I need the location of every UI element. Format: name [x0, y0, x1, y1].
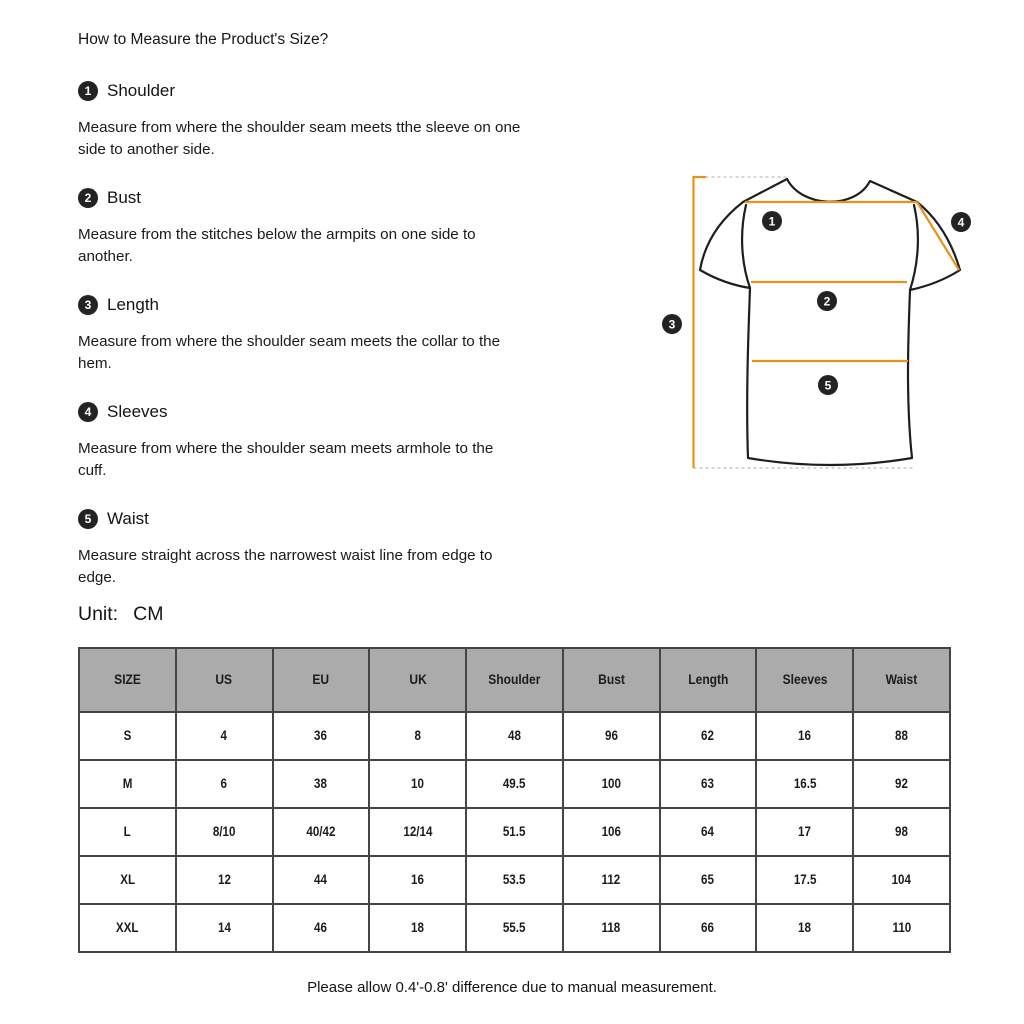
size-column-header [466, 648, 563, 712]
size-cell [660, 808, 757, 856]
size-cell [660, 904, 757, 952]
instruction-label: Shoulder [107, 81, 176, 100]
size-cell-value: XL [119, 872, 135, 887]
instruction-label: Length [107, 295, 159, 314]
size-cell [273, 760, 370, 808]
size-cell-value: 98 [895, 824, 909, 839]
size-table-row [79, 856, 950, 904]
marker-label-3: 3 [668, 317, 676, 332]
instruction-description-line: Measure straight across the narrowest waist line from edge to [78, 547, 493, 564]
size-cell [853, 808, 950, 856]
instruction-description [78, 545, 618, 589]
size-column-header-label: EU [312, 671, 330, 687]
size-column-header-label: Bust [597, 671, 625, 687]
size-cell-value: XXL [116, 920, 139, 935]
size-cell-value: 10 [411, 776, 425, 791]
size-column-header [853, 648, 950, 712]
instruction-description-line: edge. [78, 569, 117, 586]
size-cell-value: 36 [314, 728, 328, 743]
step-number: 1 [84, 84, 92, 98]
instruction-label: Bust [107, 188, 142, 207]
size-cell [466, 712, 563, 760]
instruction-item [78, 402, 618, 482]
size-cell-value: 63 [701, 776, 715, 791]
size-cell [176, 712, 273, 760]
size-cell [466, 856, 563, 904]
size-column-header-label: Waist [885, 671, 918, 687]
size-column-header [273, 648, 370, 712]
size-cell-value: 16 [411, 872, 425, 887]
size-cell-value: 118 [601, 920, 621, 935]
size-cell-value: 106 [601, 824, 621, 839]
size-cell [563, 904, 660, 952]
size-cell-value: 92 [895, 776, 909, 791]
size-table-header-row [79, 648, 950, 712]
size-cell [466, 760, 563, 808]
diagram-marker-bust [817, 291, 837, 311]
size-cell [79, 904, 176, 952]
instruction-heading [78, 509, 618, 529]
instruction-description [78, 117, 618, 161]
size-cell-value: 14 [217, 920, 231, 935]
size-cell-value: 66 [701, 920, 715, 935]
size-cell-value: 40/42 [306, 824, 336, 839]
instruction-label: Sleeves [107, 402, 168, 421]
size-cell [756, 904, 853, 952]
marker-label-4: 4 [957, 215, 965, 230]
size-cell-value: M [122, 776, 133, 791]
size-column-header-label: Shoulder [488, 671, 541, 687]
size-cell [79, 712, 176, 760]
instruction-description-line: hem. [78, 355, 112, 372]
tshirt-measurement-diagram [650, 160, 990, 490]
marker-label-5: 5 [824, 378, 832, 393]
size-column-header [756, 648, 853, 712]
size-cell [563, 712, 660, 760]
size-cell-value: 49.5 [503, 776, 526, 791]
unit-value: CM [133, 603, 164, 625]
size-cell [563, 808, 660, 856]
size-cell [369, 712, 466, 760]
step-number-badge [78, 81, 98, 101]
diagram-marker-length [662, 314, 682, 334]
size-cell-value: 17 [798, 824, 812, 839]
size-cell-value: 100 [601, 776, 621, 791]
size-cell-value: 55.5 [503, 920, 526, 935]
size-cell-value: 53.5 [503, 872, 526, 887]
size-cell [853, 760, 950, 808]
size-cell [176, 760, 273, 808]
size-cell-value: 88 [895, 728, 909, 743]
diagram-marker-shoulder [762, 211, 782, 231]
size-cell [756, 808, 853, 856]
step-number: 5 [84, 512, 92, 526]
step-number-badge [78, 188, 98, 208]
unit-label: Unit: [78, 603, 119, 625]
step-number-badge [78, 295, 98, 315]
size-cell-value: 16 [798, 728, 812, 743]
right-armhole-seam [910, 205, 918, 290]
size-cell-value: 17.5 [793, 872, 817, 887]
size-cell [273, 808, 370, 856]
size-cell-value: 65 [701, 872, 715, 887]
marker-label-1: 1 [768, 214, 776, 229]
size-cell-value: 51.5 [503, 824, 526, 839]
size-table-row [79, 760, 950, 808]
size-cell [273, 712, 370, 760]
size-cell [79, 856, 176, 904]
size-column-header [79, 648, 176, 712]
size-cell-value: 104 [891, 872, 912, 887]
size-cell-value: 96 [604, 728, 618, 743]
size-cell [79, 808, 176, 856]
size-column-header [369, 648, 466, 712]
step-number: 3 [84, 298, 92, 312]
instruction-item [78, 295, 618, 375]
size-cell-value: 8 [414, 728, 421, 743]
instruction-heading [78, 295, 618, 315]
size-cell [756, 712, 853, 760]
size-cell-value: 16.5 [793, 776, 817, 791]
size-cell [853, 904, 950, 952]
size-cell-value: 110 [892, 920, 911, 935]
unit-line [78, 602, 163, 626]
size-cell [563, 760, 660, 808]
sleeve-measure-line [917, 202, 959, 270]
size-cell-value: 12 [217, 872, 231, 887]
size-cell-value: 12/14 [403, 824, 433, 839]
size-cell-value: 18 [798, 920, 812, 935]
marker-label-2: 2 [823, 294, 831, 309]
size-table-row [79, 904, 950, 952]
instruction-description-line: another. [78, 248, 133, 265]
size-column-header-label: SIZE [113, 671, 141, 687]
size-cell-value: 62 [701, 728, 715, 743]
size-cell [79, 760, 176, 808]
size-cell [176, 808, 273, 856]
size-cell [369, 808, 466, 856]
size-cell-value: 8/10 [212, 824, 236, 839]
size-table [78, 647, 951, 953]
size-cell [273, 904, 370, 952]
size-cell-value: 112 [601, 872, 621, 887]
size-cell [756, 760, 853, 808]
diagram-marker-waist [818, 375, 838, 395]
size-cell-value: S [123, 728, 132, 743]
size-cell [176, 856, 273, 904]
step-number: 2 [84, 191, 92, 205]
size-cell [369, 856, 466, 904]
instruction-description [78, 224, 618, 268]
instruction-item [78, 509, 618, 589]
size-cell-value: L [123, 824, 131, 839]
size-cell-value: 44 [314, 872, 328, 887]
left-armhole-seam [742, 205, 750, 288]
size-cell-value: 38 [314, 776, 328, 791]
size-column-header-label: US [215, 671, 233, 687]
measurement-disclaimer: Please allow 0.4'-0.8' difference due to manual measurement. [307, 979, 717, 996]
size-cell [853, 712, 950, 760]
size-table-row [79, 808, 950, 856]
size-cell [660, 760, 757, 808]
size-cell-value: 4 [220, 728, 228, 743]
size-cell-value: 64 [701, 824, 715, 839]
step-number-badge [78, 509, 98, 529]
size-cell-value: 18 [411, 920, 425, 935]
size-column-header-label: UK [408, 671, 427, 687]
step-number: 4 [84, 405, 92, 419]
length-measure-line [694, 177, 707, 468]
instruction-heading [78, 402, 618, 422]
size-cell [466, 904, 563, 952]
size-cell [756, 856, 853, 904]
size-cell [660, 712, 757, 760]
instruction-description-line: cuff. [78, 462, 107, 479]
size-table-header [79, 648, 950, 712]
instruction-description-line: Measure from where the shoulder seam meets the collar to the [78, 333, 501, 350]
measure-instructions-column [78, 30, 618, 589]
size-cell-value: 46 [314, 920, 328, 935]
size-column-header-label: Length [687, 671, 729, 687]
size-table-row [79, 712, 950, 760]
instruction-description-line: Measure from where the shoulder seam meets armhole to the [78, 440, 494, 457]
size-cell [563, 856, 660, 904]
size-cell [176, 904, 273, 952]
size-cell [369, 904, 466, 952]
tshirt-outline [700, 179, 960, 465]
instruction-label: Waist [107, 509, 149, 528]
step-number-badge [78, 402, 98, 422]
size-column-header [176, 648, 273, 712]
instruction-description-line: Measure from the stitches below the armpits on one side to [78, 226, 476, 243]
instruction-heading [78, 188, 618, 208]
size-cell [660, 856, 757, 904]
instruction-item [78, 188, 618, 268]
instruction-item [78, 81, 618, 161]
size-cell-value: 48 [507, 728, 521, 743]
size-cell [369, 760, 466, 808]
instruction-description [78, 331, 618, 375]
size-table-body [79, 712, 950, 952]
page-title: How to Measure the Product's Size? [78, 31, 329, 48]
size-cell [466, 808, 563, 856]
size-column-header [660, 648, 757, 712]
size-cell [853, 856, 950, 904]
size-cell-value: 6 [220, 776, 228, 791]
diagram-marker-sleeves [951, 212, 971, 232]
size-column-header [563, 648, 660, 712]
size-column-header-label: Sleeves [782, 671, 828, 687]
instructions-list [78, 81, 618, 589]
size-cell [273, 856, 370, 904]
instruction-description-line: side to another side. [78, 141, 215, 158]
instruction-description [78, 438, 618, 482]
instruction-heading [78, 81, 618, 101]
instruction-description-line: Measure from where the shoulder seam meets tthe sleeve on one [78, 119, 521, 136]
